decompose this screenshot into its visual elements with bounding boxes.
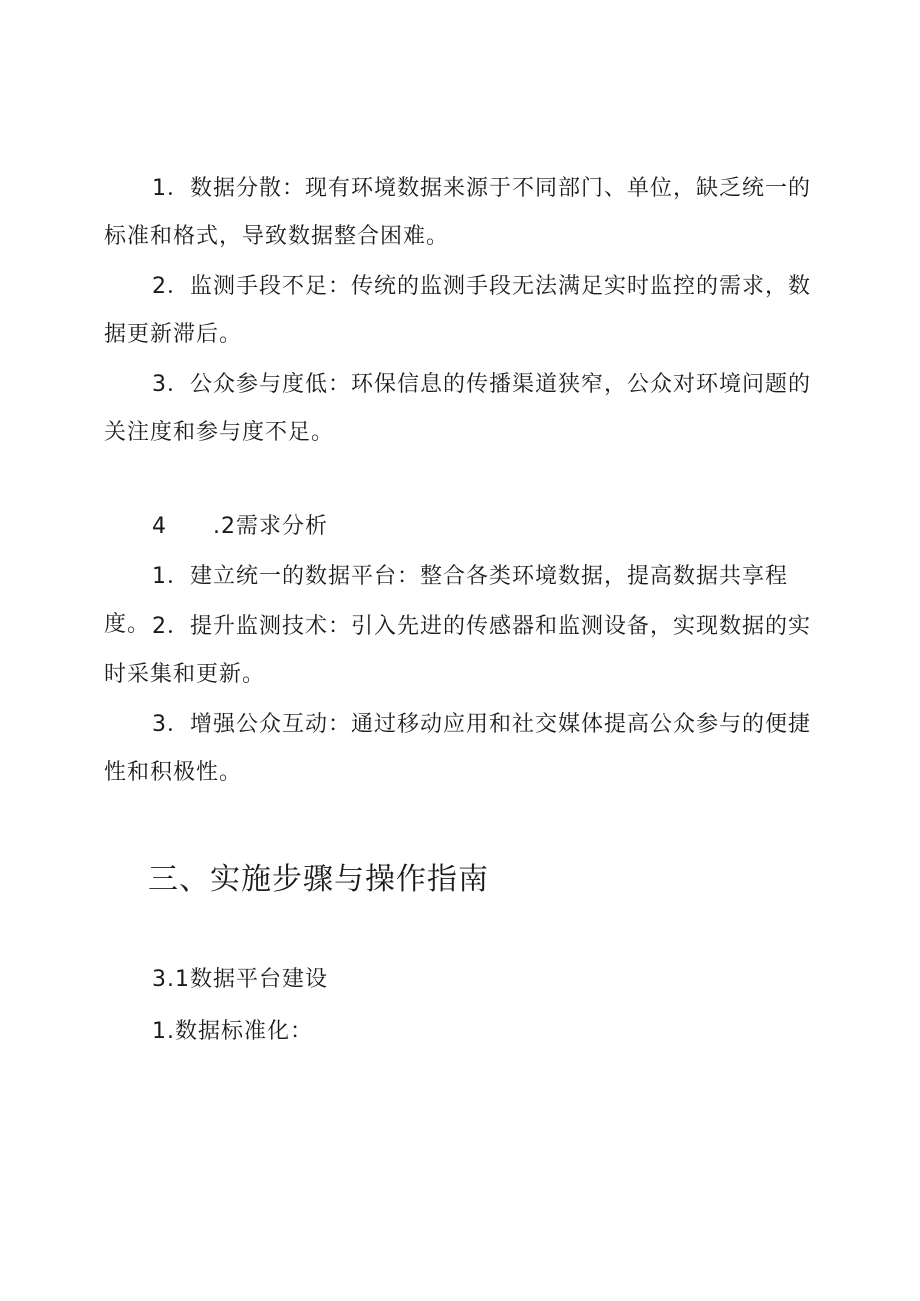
need-paragraph-2: 2．提升监测技术：引入先进的传感器和监测设备，实现数据的实时采集和更新。 bbox=[104, 614, 811, 687]
need-paragraph-1: 1．建立统一的数据平台：整合各类环境数据，提高数据共享程度。 bbox=[104, 564, 788, 637]
item-heading: 1.数据标准化： bbox=[152, 1019, 313, 1044]
problem-paragraph-3: 3．公众参与度低：环保信息的传播渠道狭窄，公众对环境问题的关注度和参与度不足。 bbox=[104, 372, 811, 445]
problem-paragraph-2: 2．监测手段不足：传统的监测手段无法满足实时监控的需求，数据更新滞后。 bbox=[104, 274, 811, 347]
subsection-heading: 3.1数据平台建设 bbox=[152, 967, 328, 992]
section-title: 三、实施步骤与操作指南 bbox=[148, 862, 489, 897]
problem-paragraph-1: 1．数据分散：现有环境数据来源于不同部门、单位，缺乏统一的标准和格式，导致数据整合困难。 bbox=[104, 176, 811, 249]
need-paragraph-3: 3．增强公众互动：通过移动应用和社交媒体提高公众参与的便捷性和积极性。 bbox=[104, 712, 811, 785]
needs-analysis-heading: 4 .2需求分析 bbox=[152, 514, 328, 539]
